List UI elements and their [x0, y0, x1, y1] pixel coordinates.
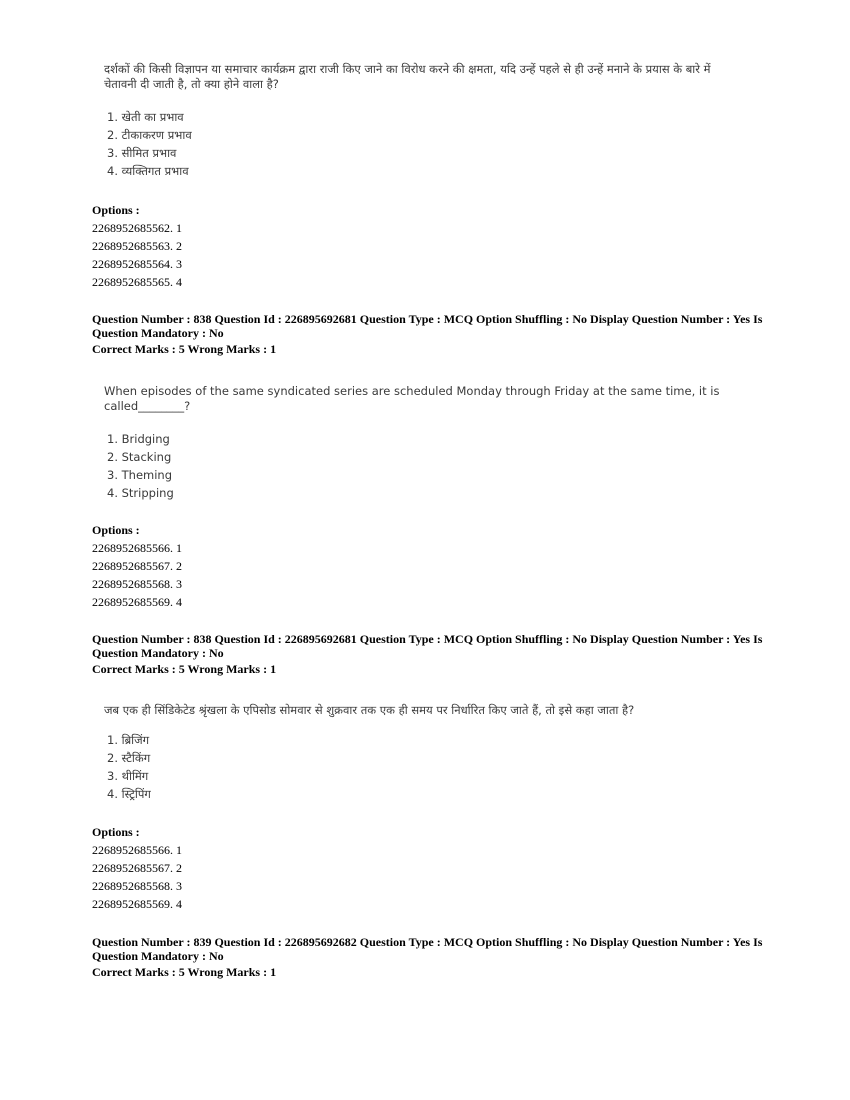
choice-item: 2. Stacking [107, 450, 172, 464]
choice-item: 3. सीमित प्रभाव [107, 146, 177, 160]
option-id-row: 2268952685565. 4 [92, 275, 182, 289]
choice-list-1 [107, 108, 192, 180]
option-id-row: 2268952685567. 2 [92, 559, 182, 573]
question-marks: Correct Marks : 5 Wrong Marks : 1 [92, 662, 277, 676]
option-id-row: 2268952685567. 2 [92, 861, 182, 875]
question-meta-2 [92, 632, 772, 676]
choice-item: 3. Theming [107, 468, 173, 482]
question-meta-1 [92, 312, 772, 356]
choice-item: 1. खेती का प्रभाव [107, 110, 184, 124]
choice-item: 4. Stripping [107, 486, 174, 500]
choice-item: 2. स्टैकिंग [107, 751, 151, 765]
option-id-row: 2268952685566. 1 [92, 541, 182, 555]
option-id-row: 2268952685566. 1 [92, 843, 182, 857]
choice-list-2 [107, 430, 174, 502]
question-meta-3 [92, 935, 772, 979]
option-id-row: 2268952685569. 4 [92, 897, 182, 911]
question-text-hindi-3: जब एक ही सिंडिकेटेड श्रृंखला के एपिसोड सोमवार से शुक्रवार तक एक ही समय पर निर्धारित किए जाते हैं, तो इसे कहा जाता है? [104, 703, 635, 717]
question-marks: Correct Marks : 5 Wrong Marks : 1 [92, 965, 277, 979]
choice-list-3 [107, 731, 151, 803]
option-id-row: 2268952685568. 3 [92, 577, 182, 591]
question-text-hindi-1: दर्शकों की किसी विज्ञापन या समाचार कार्यक्रम द्वारा राजी किए जाने का विरोध करने की क्षमता, यदि उन्हें पहले से ही उन्हें मनाने के प्रयास के बारे में चेतावनी दी जाती है, तो क्या होने वाला है? [104, 62, 711, 91]
choice-item: 4. व्यक्तिगत प्रभाव [107, 164, 189, 178]
question-meta-line: Question Number : 839 Question Id : 226895692682 Question Type : MCQ Option Shuffling : No Display Question Number : Yes Is Question Mandatory : No [92, 935, 763, 963]
option-id-row: 2268952685563. 2 [92, 239, 182, 253]
question-meta-line: Question Number : 838 Question Id : 226895692681 Question Type : MCQ Option Shuffling : No Display Question Number : Yes Is Question Mandatory : No [92, 632, 763, 660]
question-meta-line: Question Number : 838 Question Id : 226895692681 Question Type : MCQ Option Shuffling : No Display Question Number : Yes Is Question Mandatory : No [92, 312, 763, 340]
choice-item: 1. Bridging [107, 432, 170, 446]
option-id-row: 2268952685562. 1 [92, 221, 182, 235]
option-id-row: 2268952685568. 3 [92, 879, 182, 893]
options-label: Options : [92, 203, 140, 217]
option-id-row: 2268952685564. 3 [92, 257, 182, 271]
options-label: Options : [92, 825, 140, 839]
options-label: Options : [92, 523, 140, 537]
options-block-3 [92, 824, 182, 913]
option-id-row: 2268952685569. 4 [92, 595, 182, 609]
question-marks: Correct Marks : 5 Wrong Marks : 1 [92, 342, 277, 356]
choice-item: 2. टीकाकरण प्रभाव [107, 128, 192, 142]
options-block-2 [92, 522, 182, 611]
options-block-1 [92, 202, 182, 291]
choice-item: 4. स्ट्रिपिंग [107, 787, 151, 801]
choice-item: 1. ब्रिजिंग [107, 733, 150, 747]
question-text-english-2: When episodes of the same syndicated series are scheduled Monday through Friday at the same time, it is called________? [104, 384, 720, 413]
choice-item: 3. थीमिंग [107, 769, 149, 783]
